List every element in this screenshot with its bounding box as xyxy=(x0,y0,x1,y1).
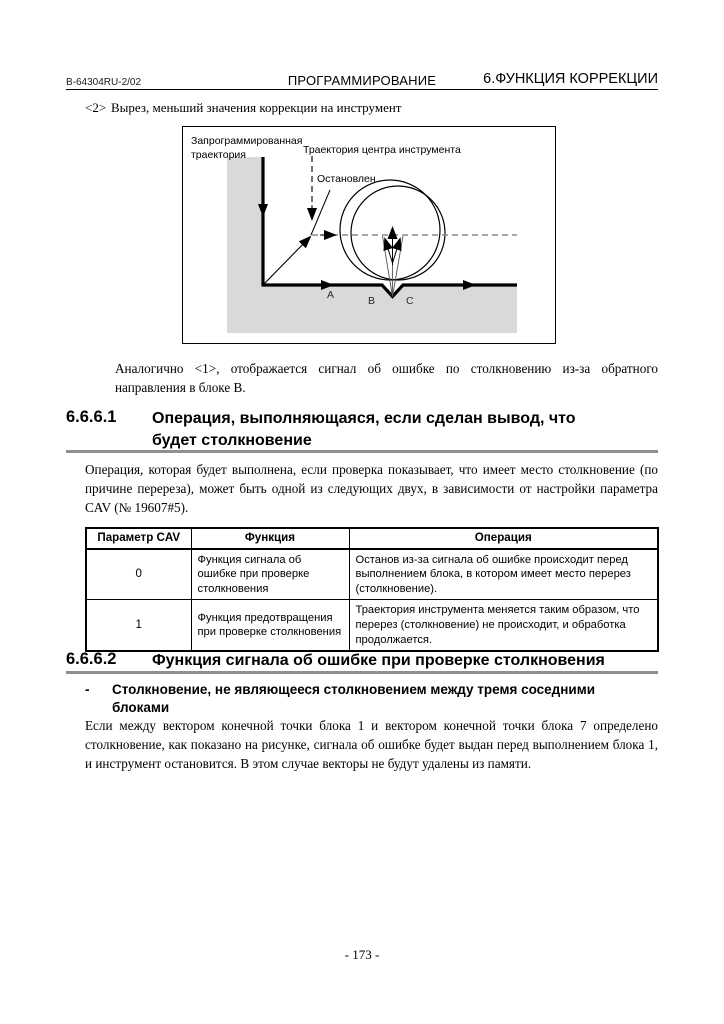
path-arrows xyxy=(263,199,474,285)
label-stopped: Остановлен xyxy=(317,173,376,185)
section1-number: 6.6.6.1 xyxy=(66,408,117,426)
cell-operation-1: Траектория инструмента меняется таким образом, что перерез (столкновение) не происходит, и обработка продолжается. xyxy=(349,600,658,651)
section1-title xyxy=(152,408,632,452)
table-header-row xyxy=(86,528,658,549)
paragraph-after-figure: Аналогично <1>, отображается сигнал об ошибке по столкновению из-за обратного направления в блоке B. xyxy=(115,361,658,395)
col-header-function: Функция xyxy=(191,528,349,549)
label-point-c: C xyxy=(406,295,414,307)
cav-parameter-table xyxy=(85,527,659,652)
label-programmed-path-line1: Запрограммированная xyxy=(191,135,303,147)
section2-title: Функция сигнала об ошибке при проверке столкновения xyxy=(152,652,605,669)
cell-param-0: 0 xyxy=(86,549,191,600)
dash-marker: - xyxy=(85,682,90,697)
section2-body: Если между вектором конечной точки блока 1 и вектором конечной точки блока 7 определено столкновение, как показано на рисунке, сигнала об ошибке будет выдан перед выполнением блока 1, и инструмент остановится. В этом случае векторы не будут удалены из памяти. xyxy=(85,718,658,771)
sub-item-collision xyxy=(85,681,645,716)
list-item-2 xyxy=(85,100,645,116)
label-tool-center-path: Траектория центра инструмента xyxy=(303,144,461,156)
list-item-marker: <2> xyxy=(85,100,107,115)
section2-number: 6.6.6.2 xyxy=(66,650,117,668)
cell-function-1: Функция предотвращения при проверке столкновения xyxy=(191,600,349,651)
table-row xyxy=(86,549,658,600)
section1-title-line1: Операция, выполняющаяся, если сделан вывод, что xyxy=(152,410,576,427)
label-point-b: B xyxy=(368,295,376,307)
doc-number: B-64304RU-2/02 xyxy=(66,77,142,88)
page-number: - 173 - xyxy=(344,947,380,962)
corner-vector-arrow xyxy=(263,237,310,285)
col-header-param: Параметр CAV xyxy=(86,528,191,549)
programmed-path xyxy=(262,157,517,297)
cell-operation-0: Останов из-за сигнала об ошибке происходит перед выполнением блока, в котором имеет место перерез (столкновение). xyxy=(349,549,658,600)
cell-param-1: 1 xyxy=(86,600,191,651)
header-section-title: ПРОГРАММИРОВАНИЕ xyxy=(287,73,437,88)
table-row xyxy=(86,600,658,651)
figure-box xyxy=(182,126,556,344)
col-header-operation: Операция xyxy=(349,528,658,549)
section2-rule xyxy=(66,671,658,674)
label-point-a: A xyxy=(327,289,335,301)
cell-function-0: Функция сигнала об ошибке при проверке столкновения xyxy=(191,549,349,600)
section1-body: Операция, которая будет выполнена, если проверка показывает, что имеет место столкновение (по причине перереза), может быть одной из следующих двух, в зависимости от настройки параметра CAV (№ 19607#5). xyxy=(85,462,658,515)
section1-title-line2: будет столкновение xyxy=(152,432,312,449)
tool-path-diagram xyxy=(183,127,555,343)
section1-rule xyxy=(66,450,658,453)
header-chapter-title: 6.ФУНКЦИЯ КОРРЕКЦИИ xyxy=(483,71,658,87)
stop-leader-line xyxy=(311,190,330,235)
label-programmed-path-line2: траектория xyxy=(191,149,246,161)
header-rule xyxy=(66,89,658,90)
sub-item-title: Столкновение, не являющееся столкновением между тремя соседними блоками xyxy=(112,682,595,715)
vector-fan-arrows xyxy=(385,228,400,265)
list-item-text: Вырез, меньший значения коррекции на инструмент xyxy=(111,100,402,115)
